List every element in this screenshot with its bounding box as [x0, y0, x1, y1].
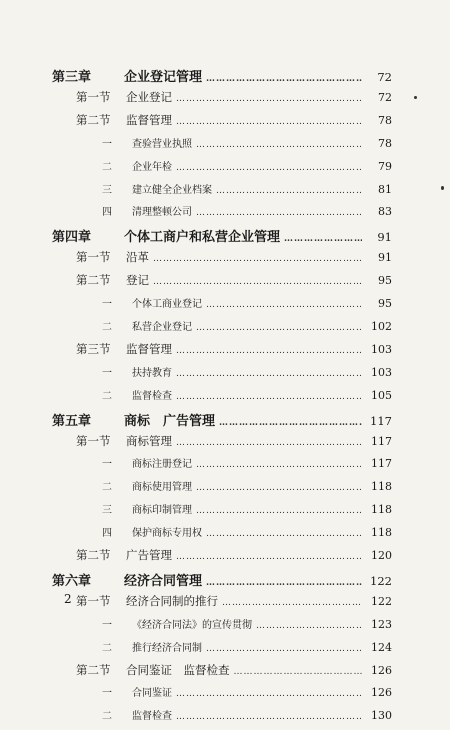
toc-entry-number: 二	[102, 642, 112, 654]
toc-entry-title: 合同鉴证	[132, 688, 172, 700]
dot-leader	[176, 94, 362, 104]
toc-chapter-row	[52, 66, 392, 89]
toc-entry-page: 103	[371, 365, 392, 379]
toc-entry-title: 企业年检	[132, 161, 172, 173]
toc-entry-title: 商标注册登记	[132, 459, 192, 471]
toc-entry-page: 81	[378, 182, 392, 196]
dot-leader	[176, 689, 362, 699]
toc-entry-title: 查验营业执照	[132, 138, 192, 150]
toc-entry-page: 95	[378, 297, 392, 311]
dot-leader	[196, 208, 362, 218]
toc-entry-number: 一	[102, 619, 112, 631]
toc-entry-title: 个体工商业登记	[132, 299, 202, 311]
toc-item-row	[52, 684, 392, 707]
toc-entry-page: 91	[378, 251, 392, 265]
toc-item-row	[52, 616, 392, 639]
toc-entry-title: 商标印制管理	[132, 505, 192, 517]
toc-entry-title: 企业登记	[126, 90, 172, 104]
toc-item-row	[52, 158, 392, 181]
toc-section-row	[52, 272, 392, 295]
toc-entry-title: 经济合同制的推行	[126, 593, 218, 608]
toc-entry-title: 清理整顿公司	[132, 207, 192, 219]
toc-entry-number: 第五章	[52, 413, 92, 429]
dot-leader	[196, 323, 362, 333]
toc-section-row	[52, 593, 392, 616]
toc-section-row	[52, 112, 392, 135]
toc-item-row	[52, 364, 392, 387]
toc-entry-title: 监督检查	[132, 711, 172, 723]
toc-item-row	[52, 455, 392, 478]
toc-entry-page: 105	[371, 388, 392, 402]
toc-entry-number: 第二节	[76, 273, 111, 288]
dot-leader	[222, 598, 362, 608]
toc-entry-page: 117	[371, 457, 392, 471]
toc-chapter-row	[52, 226, 392, 249]
dot-leader	[196, 483, 362, 493]
toc-entry-title: 个体工商户和私营企业管理	[124, 230, 281, 246]
dot-leader	[176, 712, 362, 722]
toc-entry-page: 83	[378, 205, 392, 219]
toc-entry-page: 120	[371, 549, 392, 563]
dot-leader	[206, 529, 362, 539]
toc-entry-number: 第三节	[76, 341, 111, 356]
toc-entry-number: 第一节	[76, 433, 111, 448]
toc-chapter-row	[52, 570, 392, 593]
toc-section-row	[52, 89, 392, 112]
dot-leader	[206, 578, 362, 588]
toc-section-row	[52, 249, 392, 272]
table-of-contents	[52, 66, 392, 730]
dot-leader	[284, 234, 362, 244]
toc-entry-number: 一	[102, 688, 112, 700]
toc-entry-number: 一	[102, 138, 112, 150]
dot-leader	[196, 140, 362, 150]
dot-leader	[206, 300, 362, 310]
dot-leader	[176, 552, 362, 562]
toc-entry-title: 私营企业登记	[132, 322, 192, 334]
dot-leader	[196, 460, 362, 470]
toc-entry-page: 95	[378, 274, 392, 288]
toc-entry-page: 130	[371, 709, 392, 723]
print-speck	[441, 186, 444, 190]
toc-entry-title: 建立健全企业档案	[132, 184, 212, 196]
toc-item-row	[52, 203, 392, 226]
toc-entry-page: 91	[377, 230, 392, 245]
toc-entry-title: 商标管理	[126, 433, 172, 448]
toc-entry-page: 118	[371, 480, 392, 494]
toc-entry-page: 72	[377, 70, 392, 84]
toc-item-row	[52, 478, 392, 501]
dot-leader	[153, 277, 362, 287]
toc-entry-number: 二	[102, 711, 112, 723]
toc-section-row	[52, 341, 392, 364]
toc-entry-number: 一	[102, 299, 112, 311]
toc-entry-page: 103	[371, 342, 392, 356]
toc-entry-title: 合同鉴证 监督检查	[126, 662, 230, 677]
toc-item-row	[52, 501, 392, 524]
toc-entry-title: 登记	[126, 273, 149, 288]
toc-entry-number: 一	[102, 459, 112, 471]
toc-entry-title: 推行经济合同制	[132, 642, 202, 654]
dot-leader	[176, 163, 362, 173]
toc-entry-title: 保护商标专用权	[132, 528, 202, 540]
toc-entry-title: 扶持教育	[132, 367, 172, 379]
dot-leader	[176, 438, 362, 448]
toc-entry-number: 第二节	[76, 548, 111, 563]
toc-entry-number: 第二节	[76, 112, 111, 127]
toc-entry-title: 商标使用管理	[132, 482, 192, 494]
toc-entry-page: 124	[371, 640, 392, 654]
toc-entry-number: 四	[102, 528, 112, 540]
toc-entry-page: 79	[378, 159, 392, 173]
toc-section-row	[52, 662, 392, 685]
toc-item-row	[52, 707, 392, 730]
dot-leader	[234, 667, 363, 677]
dot-leader	[216, 186, 362, 196]
dot-leader	[219, 418, 362, 428]
toc-entry-page: 118	[371, 503, 392, 517]
toc-entry-title: 商标 广告管理	[124, 413, 216, 429]
dot-leader	[176, 392, 362, 402]
toc-entry-page: 126	[371, 663, 392, 677]
dot-leader	[153, 254, 362, 264]
toc-item-row	[52, 318, 392, 341]
toc-entry-page: 123	[371, 617, 392, 631]
toc-entry-page: 122	[370, 573, 392, 588]
toc-entry-title: 经济合同管理	[124, 573, 203, 589]
toc-entry-number: 第一节	[76, 90, 111, 104]
toc-item-row	[52, 181, 392, 204]
toc-entry-number: 二	[102, 161, 112, 173]
toc-section-row	[52, 547, 392, 570]
toc-section-row	[52, 433, 392, 456]
toc-entry-number: 二	[102, 390, 112, 402]
toc-chapter-row	[52, 410, 392, 433]
dot-leader	[176, 346, 362, 356]
page-number: 2	[64, 592, 72, 606]
toc-entry-page: 78	[378, 113, 392, 127]
toc-item-row	[52, 524, 392, 547]
toc-entry-page: 117	[371, 434, 392, 448]
toc-entry-number: 第三章	[52, 70, 92, 85]
print-speck	[414, 96, 417, 99]
toc-entry-title: 监督管理	[126, 112, 172, 127]
toc-entry-title: 《经济合同法》的宣传贯彻	[132, 619, 252, 631]
toc-entry-title: 沿革	[126, 250, 149, 265]
dot-leader	[176, 117, 362, 127]
toc-entry-page: 126	[371, 686, 392, 700]
toc-entry-title: 广告管理	[126, 548, 172, 563]
toc-entry-title: 监督检查	[132, 390, 172, 402]
toc-item-row	[52, 387, 392, 410]
toc-entry-title: 企业登记管理	[124, 70, 203, 85]
dot-leader	[256, 621, 362, 631]
dot-leader	[176, 369, 362, 379]
toc-entry-page: 102	[371, 320, 392, 334]
toc-entry-page: 118	[371, 526, 392, 540]
toc-entry-number: 三	[102, 184, 112, 196]
toc-entry-page: 78	[378, 136, 392, 150]
toc-entry-number: 二	[102, 482, 112, 494]
toc-entry-number: 第一节	[76, 593, 111, 608]
toc-entry-number: 三	[102, 505, 112, 517]
toc-entry-number: 第六章	[52, 573, 92, 589]
toc-entry-number: 二	[102, 322, 112, 334]
toc-entry-number: 第一节	[76, 250, 111, 265]
toc-item-row	[52, 135, 392, 158]
toc-item-row	[52, 639, 392, 662]
toc-entry-number: 第二节	[76, 662, 111, 677]
toc-entry-page: 122	[371, 594, 392, 608]
dot-leader	[206, 74, 362, 84]
toc-entry-page: 72	[378, 91, 392, 104]
dot-leader	[196, 506, 362, 516]
toc-entry-number: 四	[102, 207, 112, 219]
toc-entry-number: 第四章	[52, 230, 92, 246]
toc-entry-title: 监督管理	[126, 341, 172, 356]
toc-entry-number: 一	[102, 367, 112, 379]
toc-item-row	[52, 295, 392, 318]
dot-leader	[206, 644, 362, 654]
toc-entry-page: 117	[370, 413, 392, 428]
